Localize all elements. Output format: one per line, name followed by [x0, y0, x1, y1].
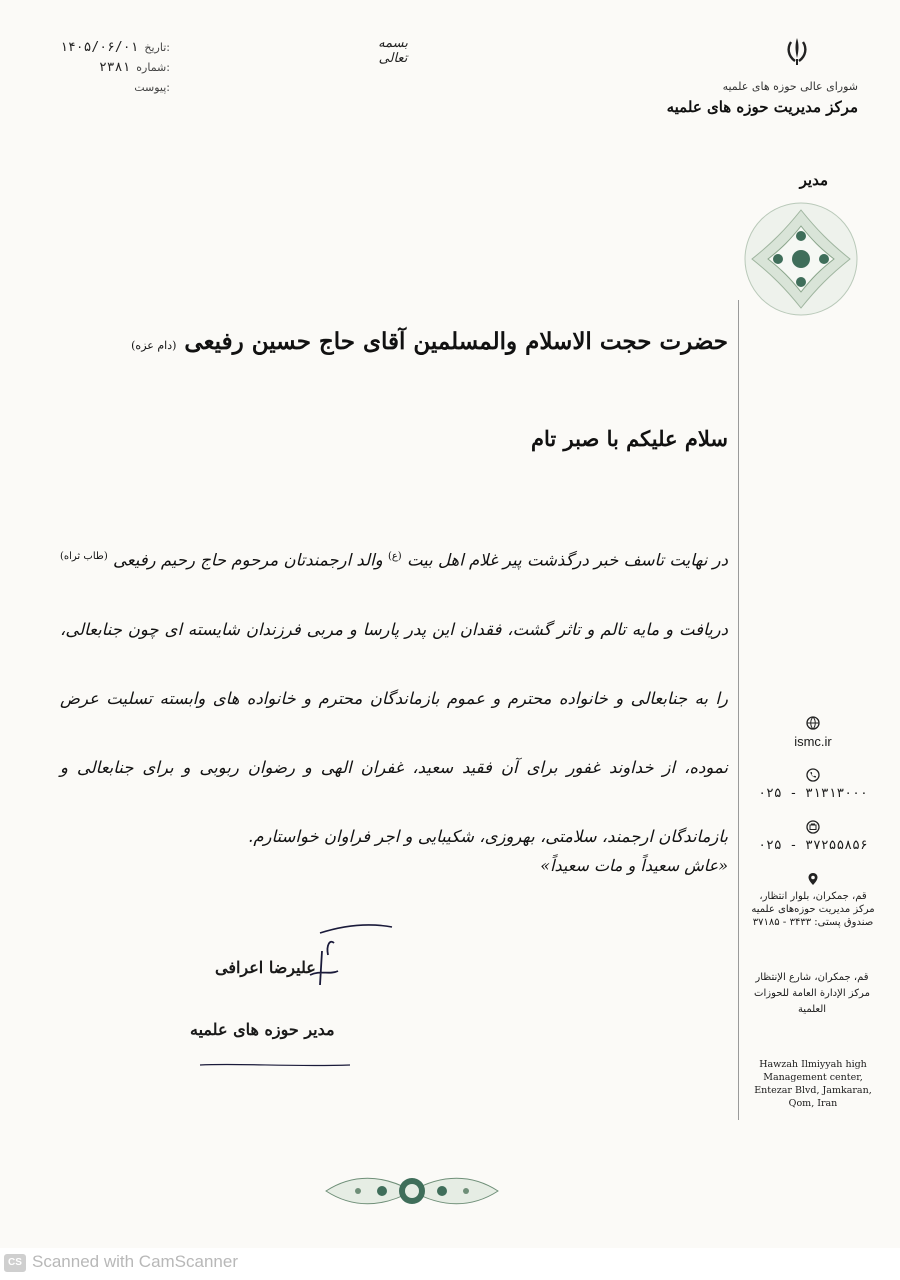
address-english: Hawzah Ilmiyyah high Management center, Entezar Blvd, Jamkaran, Qom, Iran [754, 1059, 872, 1109]
vertical-divider [738, 300, 739, 1120]
paragraph-sup-1: (ع) [387, 551, 402, 562]
number-label: شماره: [136, 61, 170, 74]
letter-meta [40, 38, 170, 98]
org-council-name: شورای عالی حوزه های علمیه [722, 80, 858, 93]
greeting: سلام علیکم با صبر تام [530, 426, 728, 451]
contact-phone [748, 768, 878, 801]
address-persian: قم، جمکران، بلوار انتظار، مرکز مدیریت حوزه‌های علمیه صندوق پستی: ۳۴۳۳ - ۳۷۱۸۵ [751, 891, 875, 928]
paragraph-part-3: دریافت و مایه تالم و تاثر گشت، فقدان این پدر پارسا و مربی فرزندان شایسته ای چون جنابعالی، را به جنابعالی و خانواده محترم و عموم بازماندگان محترم و خانواده های وابسته تسلیت عرض نموده، از خداوند غفور برای آن فقید سعید، غفران الهی و رضوان ربوبی و برای جنابعالی و بازماندگان ارجمند، سلامتی، بهروزی، شکیبایی و اجر فراوان خواستارم. [60, 619, 728, 846]
fax-icon [806, 820, 820, 834]
contact-address [748, 872, 878, 929]
basmala: بسمه تعالی [378, 36, 408, 66]
location-pin-icon [806, 872, 820, 886]
bottom-ornament-icon [322, 1168, 502, 1214]
fax-text: ۰۲۵ - ۳۷۲۵۵۸۵۶ [758, 838, 868, 853]
date-label: تاریخ: [144, 41, 170, 54]
letter-paragraph [60, 522, 728, 871]
contact-fax [748, 820, 878, 853]
paragraph-part-1: در نهایت تاسف خبر درگذشت پیر غلام اهل بیت [406, 550, 728, 570]
camscanner-watermark: Scanned with CamScanner [32, 1252, 239, 1271]
recipient-salutation [131, 328, 728, 355]
ornament-medallion-icon [742, 200, 860, 318]
phone-text: ۰۲۵ - ۳۱۳۱۳۰۰۰ [758, 786, 868, 801]
closing-phrase: «عاش سعیداً و مات سعیداً» [540, 856, 728, 875]
number-value: ۲۳۸۱ [98, 60, 131, 75]
paragraph-sup-2: (طاب ثراه) [60, 551, 108, 562]
address-arabic: قم، جمکران، شارع الإنتظار مركز الإدارة العامة للحوزات العلمية [754, 972, 870, 1015]
globe-icon [806, 716, 820, 730]
website-text: ismc.ir [794, 734, 832, 749]
signatory-name: علیرضا اعرافی [215, 958, 316, 977]
camscanner-logo: CS [4, 1254, 26, 1272]
handwritten-signature-icon [170, 915, 410, 1085]
role-title: مدیر [799, 171, 828, 189]
salutation-suffix: (دام عزه) [131, 339, 177, 352]
attachment-label: پیوست: [134, 81, 170, 94]
iran-emblem-icon [784, 36, 810, 66]
paragraph-part-2: والد ارجمندتان مرحوم حاج رحیم رفیعی [113, 550, 383, 570]
phone-icon [806, 768, 820, 782]
org-name: مرکز مدیریت حوزه های علمیه [666, 98, 858, 116]
date-value: ۱۴۰۵/۰۶/۰۱ [60, 40, 139, 55]
salutation-text: حضرت حجت الاسلام والمسلمین آقای حاج حسین رفیعی [184, 328, 728, 355]
signatory-title: مدیر حوزه های علمیه [190, 1020, 335, 1039]
contact-website [748, 716, 878, 749]
